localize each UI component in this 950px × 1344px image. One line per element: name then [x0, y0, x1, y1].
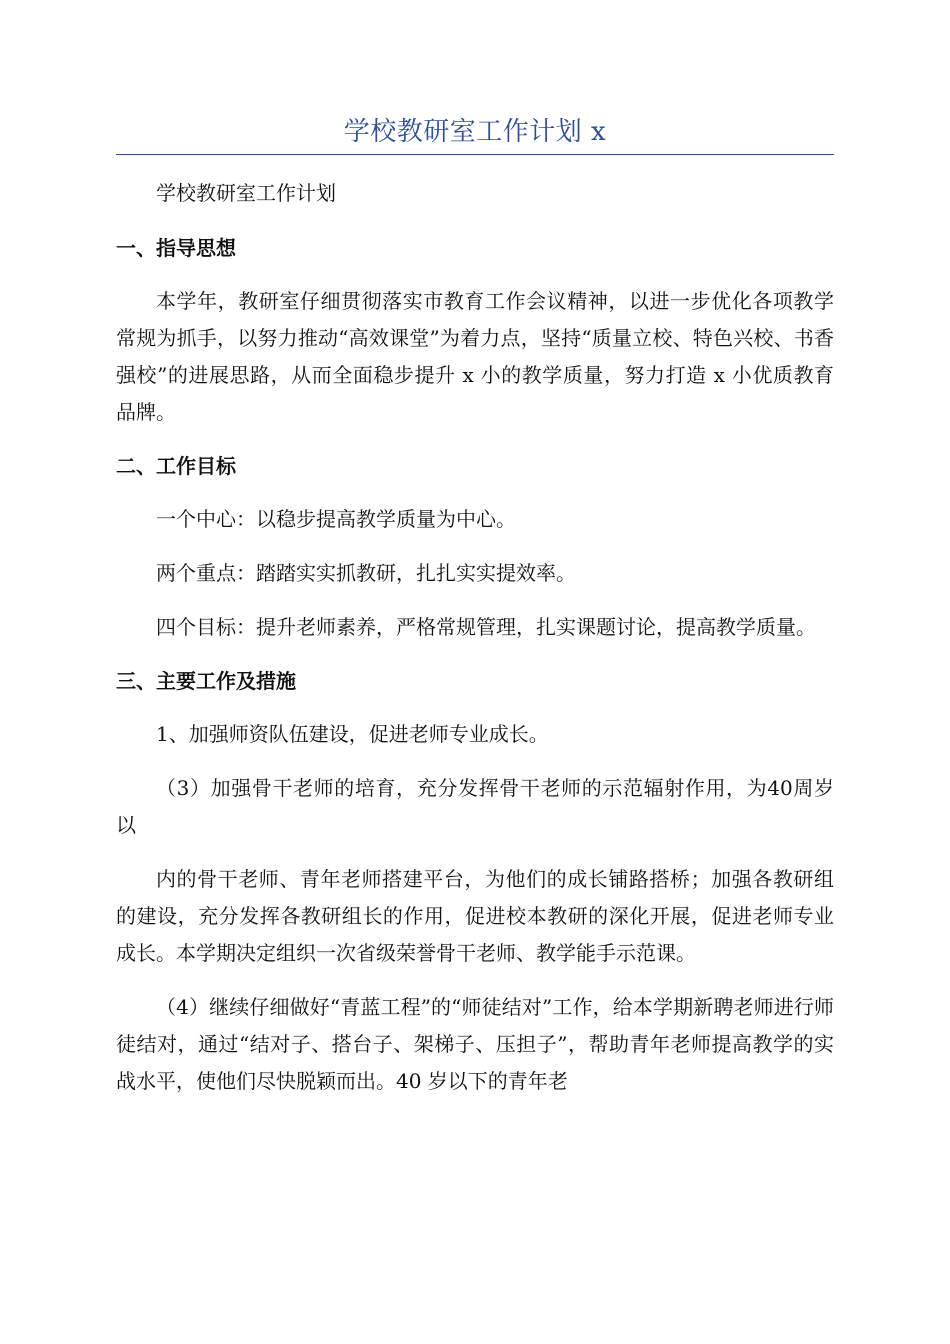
paragraph-goal-two-focuses: 两个重点：踏踏实实抓教研，扎扎实实提效率。 [156, 561, 576, 585]
paragraph-teacher-team: 1、加强师资队伍建设，促进老师专业成长。 [156, 722, 549, 746]
spacer [116, 485, 834, 501]
spacer [116, 700, 834, 716]
section-heading-guiding-thought: 一、指导思想 [116, 236, 236, 260]
spacer [116, 646, 834, 663]
title-underline [116, 154, 834, 155]
spacer [116, 972, 834, 989]
spacer [116, 212, 834, 230]
paragraph-goal-one-center: 一个中心：以稳步提高教学质量为中心。 [156, 507, 516, 531]
paragraph-item-4: （4）继续仔细做好“青蓝工程”的“师徒结对”工作，给本学期新聘老师进行师徒结对，通过“结对子、搭台子、架梯子、压担子”，帮助青年老师提高教学的实战水平，使他们尽快脱颖而出。40 岁以下的青年老 [116, 995, 834, 1093]
spacer [116, 844, 834, 861]
spacer [116, 538, 834, 555]
spacer [116, 592, 834, 609]
paragraph-goal-four-targets: 四个目标：提升老师素养，严格常规管理，扎实课题讨论，提高教学质量。 [156, 615, 816, 639]
section-heading-work-goals: 二、工作目标 [116, 454, 236, 478]
paragraph-item-3: （3）加强骨干老师的培育，充分发挥骨干老师的示范辐射作用，为40周岁以 [116, 776, 834, 837]
document-title: 学校教研室工作计划 x [343, 117, 607, 147]
document-subtitle: 学校教研室工作计划 [156, 181, 336, 205]
paragraph-item-3-continued: 内的骨干老师、青年老师搭建平台，为他们的成长铺路搭桥；加强各教研组的建设，充分发挥各教研组长的作用，促进校本教研的深化开展，促进老师专业成长。本学期决定组织一次省级荣誉骨干老师、教学能手示范课。 [116, 867, 834, 965]
spacer [116, 431, 834, 448]
spacer [116, 267, 834, 283]
paragraph-guiding-thought: 本学年，教研室仔细贯彻落实市教育工作会议精神，以进一步优化各项教学常规为抓手，以努力推动“高效课堂”为着力点，坚持“质量立校、特色兴校、书香强校”的进展思路，从而全面稳步提升 x 小的教学质量，努力打造 x 小优质教育品牌。 [116, 289, 834, 424]
section-heading-main-work: 三、主要工作及措施 [116, 669, 296, 693]
document-body [116, 175, 834, 1100]
spacer [116, 753, 834, 770]
